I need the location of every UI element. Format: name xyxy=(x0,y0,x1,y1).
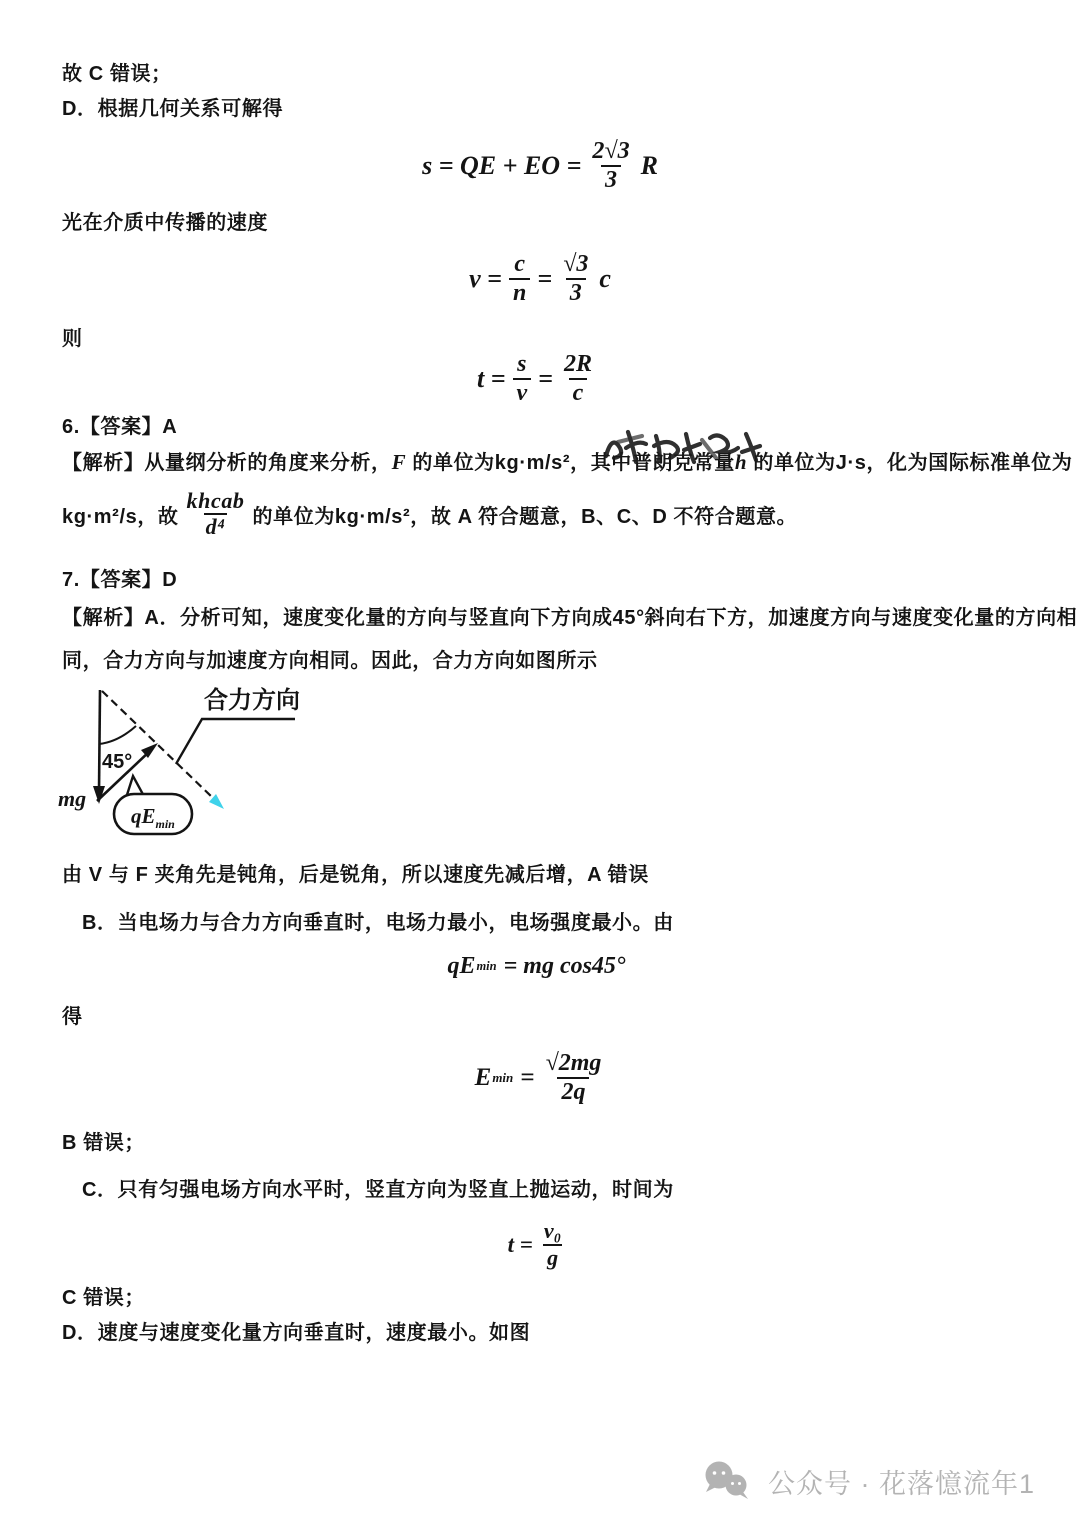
fraction-numerator: s xyxy=(517,351,527,378)
q6-analysis-post: 的单位为J·s，化为国际标准单位为 xyxy=(747,452,1073,474)
mg-arrow-shaft xyxy=(99,690,100,792)
line-d-intro: D．根据几何关系可解得 xyxy=(62,98,284,120)
fraction xyxy=(559,251,592,307)
subscript-min: min xyxy=(492,1070,514,1085)
var-F: F xyxy=(391,450,407,474)
formula-s xyxy=(0,126,1080,206)
formula-tc xyxy=(0,1210,1080,1280)
fraction-denominator: d⁴ xyxy=(205,514,226,539)
footer-watermark xyxy=(702,1460,1035,1502)
formula-tc-lhs: t = xyxy=(507,1232,533,1257)
cyan-arrowhead-icon xyxy=(209,794,224,809)
fraction xyxy=(540,1219,565,1270)
q7-line-d: D．速度与速度变化量方向垂直时，速度最小。如图 xyxy=(62,1322,531,1344)
q6-line2-pre: kg·m²/s，故 xyxy=(62,505,179,528)
fraction-numerator: √2mg xyxy=(545,1050,602,1077)
resultant-direction-label: 合力方向 xyxy=(204,687,300,714)
fraction-numerator: khcab xyxy=(186,487,245,513)
q7-line-b-wrong: B 错误； xyxy=(62,1132,145,1154)
qe-label-main: qE xyxy=(131,804,156,828)
fraction xyxy=(542,1050,606,1106)
formula-emin-main: E xyxy=(474,1064,492,1091)
formula-v xyxy=(0,240,1080,318)
mg-label: mg xyxy=(58,786,87,811)
dashed-resultant-line xyxy=(102,691,214,799)
angle-label: 45° xyxy=(102,751,133,773)
q7-analysis-line1: 【解析】A．分析可知，速度变化量的方向与竖直向下方向成45°斜向右下方，加速度方向与速度变化量的方向相 xyxy=(62,607,1078,629)
fraction xyxy=(513,351,532,407)
q7-analysis-line2: 同，合力方向与加速度方向相同。因此，合力方向如图所示 xyxy=(62,650,598,672)
q7-line-c: C．只有匀强电场方向水平时，竖直方向为竖直上抛运动，时间为 xyxy=(82,1179,674,1201)
formula-v-suffix: c xyxy=(599,264,611,293)
ink-scribble-watermark xyxy=(598,422,770,472)
q6-line2-post: 的单位为kg·m/s²，故 A 符合题意，B、C、D 不符合题意。 xyxy=(252,505,798,528)
force-diagram xyxy=(52,680,342,858)
fraction-numerator: c xyxy=(514,251,525,278)
fraction-denominator: v xyxy=(513,378,532,407)
fraction-numerator: √3 xyxy=(563,251,589,278)
q7-line-b: B．当电场力与合力方向垂直时，电场力最小，电场强度最小。由 xyxy=(82,912,674,934)
fraction-denominator: g xyxy=(543,1244,562,1271)
fraction xyxy=(509,251,530,307)
fraction-denominator: n xyxy=(509,278,530,307)
equals-sign: = xyxy=(537,264,553,293)
line-c-wrong: 故 C 错误； xyxy=(62,63,172,85)
formula-t xyxy=(0,340,1080,418)
fraction-denominator: 3 xyxy=(566,278,586,307)
q7-line-va: 由 V 与 F 夹角先是钝角，后是锐角，所以速度先减后增，A 错误 xyxy=(62,864,649,886)
equals-sign: = xyxy=(520,1064,535,1091)
fraction-numerator: 2R xyxy=(564,351,593,378)
formula-s-lhs: s = QE + EO = xyxy=(422,151,582,180)
formula-qemin-rhs: = mg cos45° xyxy=(503,952,626,979)
formula-qemin xyxy=(0,946,1080,986)
equals-sign: = xyxy=(538,364,553,393)
subscript-min: min xyxy=(476,958,497,973)
q6-analysis-line1 xyxy=(62,446,1072,475)
q7-answer: 7.【答案】D xyxy=(62,569,178,591)
var-h: h xyxy=(734,450,748,474)
fraction-numerator: v₀ xyxy=(543,1218,562,1244)
formula-v-lhs: v = xyxy=(469,264,502,293)
fraction-numerator: 2√3 xyxy=(592,138,630,165)
fraction xyxy=(588,138,633,194)
fraction-khcab-d4 xyxy=(187,489,245,539)
formula-s-suffix: R xyxy=(640,151,658,180)
q7-line-de: 得 xyxy=(62,1006,83,1028)
footer-watermark-text: 公众号 · 花落憶流年1 xyxy=(768,1468,1036,1499)
fraction-denominator: 2q xyxy=(557,1077,589,1106)
q6-analysis-pre: 【解析】从量纲分析的角度来分析， xyxy=(62,452,392,474)
q7-line-c-wrong: C 错误； xyxy=(62,1287,145,1309)
formula-qemin-main: qE xyxy=(447,952,476,979)
line-light-speed: 光在介质中传播的速度 xyxy=(62,212,268,234)
wechat-icon xyxy=(702,1460,754,1502)
formula-t-lhs: t = xyxy=(476,364,506,393)
q6-answer: 6.【答案】A xyxy=(62,416,178,438)
formula-emin xyxy=(0,1038,1080,1118)
angle-arc xyxy=(99,726,136,744)
callout-line xyxy=(176,719,295,764)
line-then: 则 xyxy=(62,328,83,350)
fraction-denominator: 3 xyxy=(601,165,621,194)
fraction xyxy=(560,351,596,407)
q6-analysis-mid: 的单位为kg·m/s²，其中普朗克常量 xyxy=(406,452,735,474)
fraction-denominator: c xyxy=(569,378,588,407)
qe-label-sub: min xyxy=(155,817,175,831)
q6-analysis-line2 xyxy=(62,483,797,545)
